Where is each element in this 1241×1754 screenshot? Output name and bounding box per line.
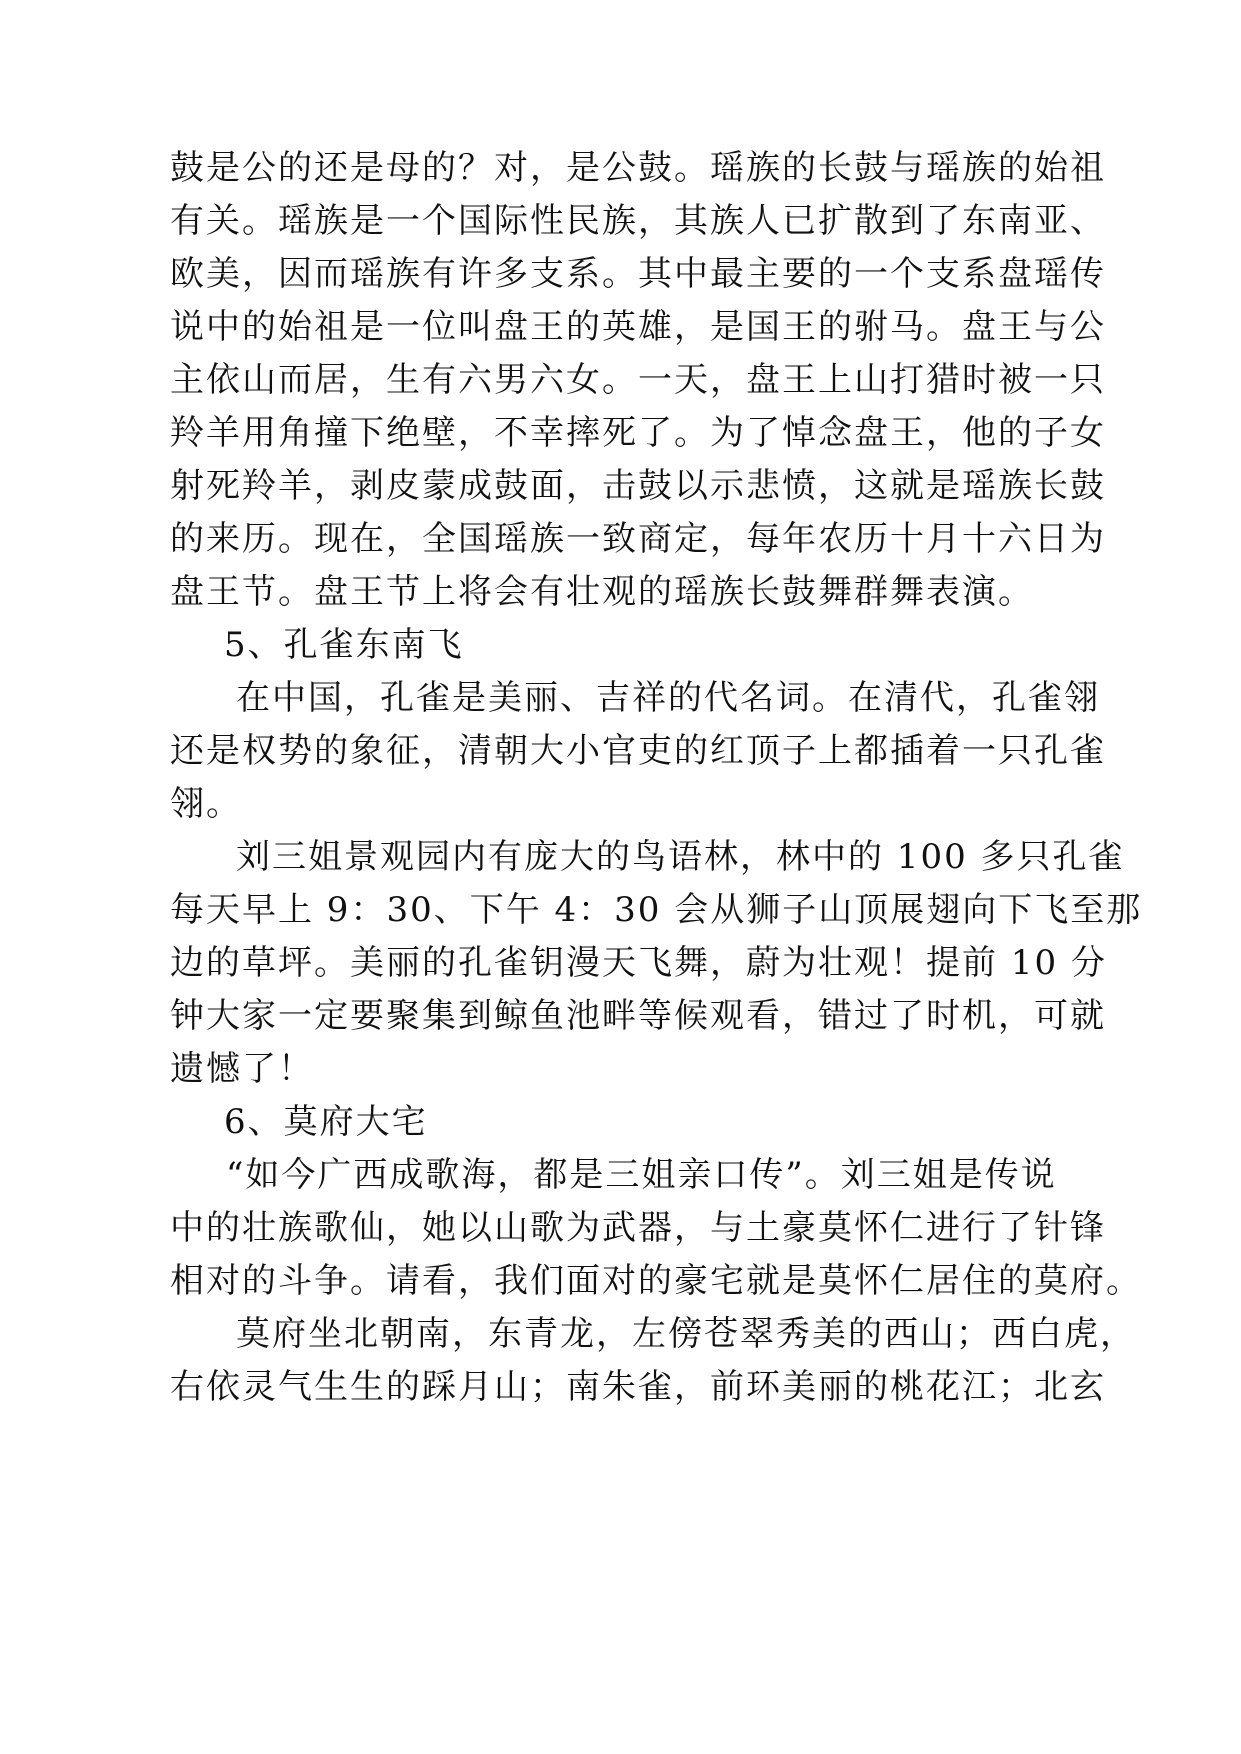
text-line: 羚羊用角撞下绝壁，不幸摔死了。为了悼念盘王，他的子女 (170, 413, 1106, 453)
text-line: 盘王节。盘王节上将会有壮观的瑶族长鼓舞群舞表演。 (170, 572, 1034, 612)
text-line: 相对的斗争。请看，我们面对的豪宅就是莫怀仁居住的莫府。 (170, 1261, 1142, 1301)
text-line: 有关。瑶族是一个国际性民族，其族人已扩散到了东南亚、 (170, 201, 1106, 241)
text-line: 翎。 (170, 784, 242, 824)
text-line: 刘三姐景观园内有庞大的鸟语林，林中的 100 多只孔雀 (236, 837, 1125, 877)
text-line: 边的草坪。美丽的孔雀钥漫天飞舞，蔚为壮观！提前 10 分 (170, 943, 1107, 983)
text-line: 中的壮族歌仙，她以山歌为武器，与土豪莫怀仁进行了针锋 (170, 1208, 1106, 1248)
text-line: 说中的始祖是一位叫盘王的英雄，是国王的驸马。盘王与公 (170, 307, 1106, 347)
text-line: 右依灵气生生的踩月山；南朱雀，前环美丽的桃花江；北玄 (170, 1367, 1106, 1407)
text-line: 在中国，孔雀是美丽、吉祥的代名词。在清代，孔雀翎 (236, 678, 1100, 718)
text-line: 主依山而居，生有六男六女。一天，盘王上山打猎时被一只 (170, 360, 1106, 400)
section-heading: 6、莫府大宅 (224, 1102, 428, 1142)
text-line: 射死羚羊，剥皮蒙成鼓面，击鼓以示悲愤，这就是瑶族长鼓 (170, 466, 1106, 506)
text-line: 鼓是公的还是母的？对，是公鼓。瑶族的长鼓与瑶族的始祖 (170, 148, 1106, 188)
text-line: 莫府坐北朝南，东青龙，左傍苍翠秀美的西山；西白虎， (236, 1314, 1136, 1354)
section-heading: 5、孔雀东南飞 (224, 625, 464, 665)
text-line: 钟大家一定要聚集到鲸鱼池畔等候观看，错过了时机，可就 (170, 996, 1106, 1036)
text-line: “如今广西成歌海，都是三姐亲口传”。刘三姐是传说 (226, 1155, 1057, 1195)
text-line: 还是权势的象征，清朝大小官吏的红顶子上都插着一只孔雀 (170, 731, 1106, 771)
text-line: 每天早上 9：30、下午 4：30 会从狮子山顶展翅向下飞至那 (170, 890, 1143, 930)
text-line: 欧美，因而瑶族有许多支系。其中最主要的一个支系盘瑶传 (170, 254, 1106, 294)
text-line: 的来历。现在，全国瑶族一致商定，每年农历十月十六日为 (170, 519, 1106, 559)
text-line: 遗憾了！ (170, 1049, 314, 1089)
